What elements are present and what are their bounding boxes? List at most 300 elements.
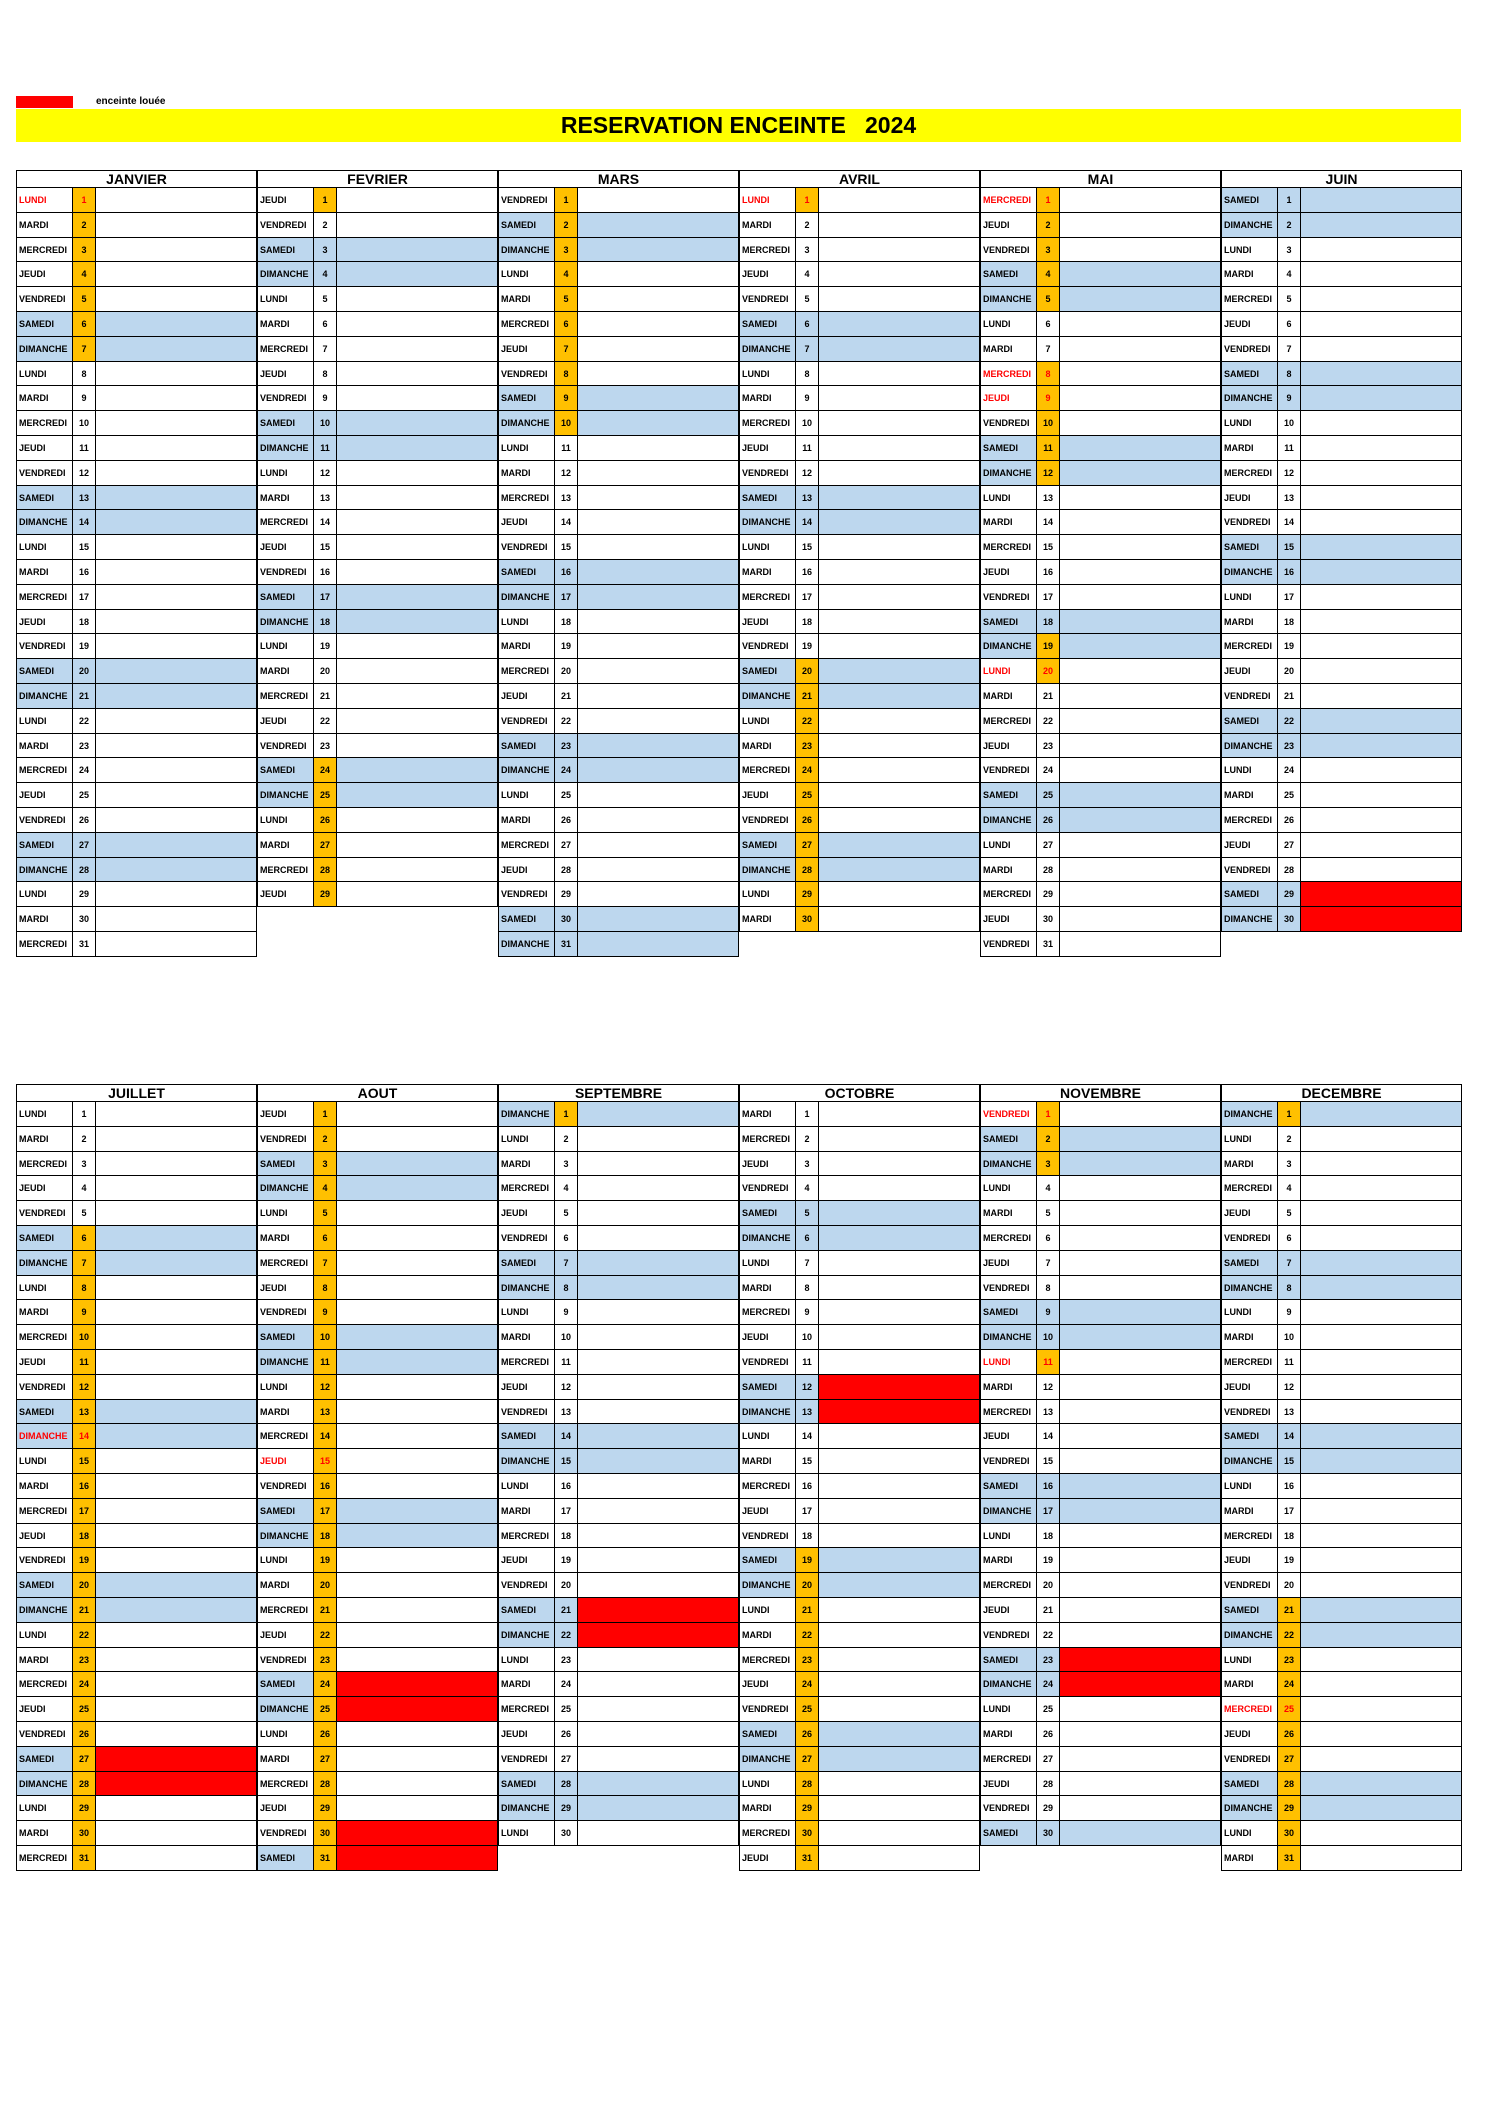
booking-cell[interactable]: [819, 734, 980, 759]
booking-cell[interactable]: [1301, 1152, 1462, 1177]
day-row[interactable]: [498, 684, 739, 709]
day-row[interactable]: [739, 312, 980, 337]
booking-cell[interactable]: [1301, 287, 1462, 312]
booking-cell[interactable]: [1301, 1226, 1462, 1251]
day-row[interactable]: [1221, 362, 1462, 387]
booking-cell[interactable]: [1060, 411, 1221, 436]
day-row[interactable]: [739, 1226, 980, 1251]
day-row[interactable]: [16, 486, 257, 511]
day-row[interactable]: [739, 560, 980, 585]
booking-cell[interactable]: [96, 585, 257, 610]
day-row[interactable]: [739, 1449, 980, 1474]
booking-cell[interactable]: [578, 1226, 739, 1251]
day-row[interactable]: [980, 1524, 1221, 1549]
day-row[interactable]: [980, 734, 1221, 759]
day-row[interactable]: [498, 634, 739, 659]
booking-cell[interactable]: [578, 1375, 739, 1400]
booking-cell[interactable]: [578, 783, 739, 808]
day-row[interactable]: [498, 461, 739, 486]
booking-cell[interactable]: [578, 238, 739, 263]
booking-cell[interactable]: [1301, 1648, 1462, 1673]
day-row[interactable]: [739, 510, 980, 535]
day-row[interactable]: [257, 262, 498, 287]
day-row[interactable]: [739, 1201, 980, 1226]
day-row[interactable]: [739, 585, 980, 610]
day-row[interactable]: [498, 1251, 739, 1276]
day-row[interactable]: [16, 1623, 257, 1648]
day-row[interactable]: [1221, 1152, 1462, 1177]
booking-cell[interactable]: [578, 1697, 739, 1722]
day-row[interactable]: [1221, 436, 1462, 461]
day-row[interactable]: [257, 1176, 498, 1201]
day-row[interactable]: [257, 1648, 498, 1673]
booking-cell[interactable]: [96, 1524, 257, 1549]
booking-cell[interactable]: [1301, 634, 1462, 659]
booking-cell[interactable]: [578, 510, 739, 535]
day-row[interactable]: [739, 882, 980, 907]
day-row[interactable]: [257, 362, 498, 387]
booking-cell[interactable]: [1301, 560, 1462, 585]
booking-cell[interactable]: [819, 634, 980, 659]
day-row[interactable]: [1221, 312, 1462, 337]
day-row[interactable]: [498, 1796, 739, 1821]
day-row[interactable]: [257, 1449, 498, 1474]
booking-cell[interactable]: [337, 1276, 498, 1301]
booking-cell[interactable]: [337, 585, 498, 610]
booking-cell[interactable]: [337, 560, 498, 585]
day-row[interactable]: [980, 238, 1221, 263]
day-row[interactable]: [498, 1325, 739, 1350]
booking-cell[interactable]: [337, 188, 498, 213]
day-row[interactable]: [980, 1152, 1221, 1177]
booked-cell[interactable]: [337, 1846, 498, 1871]
booking-cell[interactable]: [1301, 1251, 1462, 1276]
booking-cell[interactable]: [337, 262, 498, 287]
booking-cell[interactable]: [96, 411, 257, 436]
day-row[interactable]: [980, 1623, 1221, 1648]
booking-cell[interactable]: [1301, 337, 1462, 362]
day-row[interactable]: [16, 510, 257, 535]
booking-cell[interactable]: [96, 932, 257, 957]
day-row[interactable]: [16, 287, 257, 312]
day-row[interactable]: [16, 1176, 257, 1201]
booking-cell[interactable]: [578, 1176, 739, 1201]
booking-cell[interactable]: [578, 882, 739, 907]
booking-cell[interactable]: [578, 287, 739, 312]
day-row[interactable]: [1221, 1251, 1462, 1276]
day-row[interactable]: [1221, 659, 1462, 684]
day-row[interactable]: [498, 1152, 739, 1177]
day-row[interactable]: [1221, 1350, 1462, 1375]
booking-cell[interactable]: [578, 907, 739, 932]
day-row[interactable]: [739, 1375, 980, 1400]
day-row[interactable]: [739, 1499, 980, 1524]
booking-cell[interactable]: [1060, 858, 1221, 883]
day-row[interactable]: [16, 1449, 257, 1474]
booking-cell[interactable]: [578, 1449, 739, 1474]
booked-cell[interactable]: [337, 1672, 498, 1697]
booking-cell[interactable]: [1301, 1697, 1462, 1722]
booking-cell[interactable]: [1060, 213, 1221, 238]
booking-cell[interactable]: [578, 411, 739, 436]
day-row[interactable]: [257, 337, 498, 362]
booking-cell[interactable]: [819, 1300, 980, 1325]
day-row[interactable]: [739, 1672, 980, 1697]
booking-cell[interactable]: [819, 461, 980, 486]
booking-cell[interactable]: [819, 858, 980, 883]
day-row[interactable]: [980, 362, 1221, 387]
booking-cell[interactable]: [819, 1127, 980, 1152]
day-row[interactable]: [980, 1449, 1221, 1474]
booking-cell[interactable]: [819, 1548, 980, 1573]
booking-cell[interactable]: [337, 1772, 498, 1797]
day-row[interactable]: [980, 684, 1221, 709]
booking-cell[interactable]: [1060, 1350, 1221, 1375]
booking-cell[interactable]: [96, 1796, 257, 1821]
day-row[interactable]: [16, 1102, 257, 1127]
day-row[interactable]: [16, 709, 257, 734]
day-row[interactable]: [257, 634, 498, 659]
day-row[interactable]: [16, 1573, 257, 1598]
day-row[interactable]: [739, 1598, 980, 1623]
booked-cell[interactable]: [578, 1598, 739, 1623]
day-row[interactable]: [980, 907, 1221, 932]
day-row[interactable]: [257, 758, 498, 783]
day-row[interactable]: [1221, 560, 1462, 585]
booking-cell[interactable]: [337, 833, 498, 858]
booking-cell[interactable]: [1301, 1772, 1462, 1797]
booking-cell[interactable]: [96, 213, 257, 238]
day-row[interactable]: [980, 486, 1221, 511]
booking-cell[interactable]: [1301, 1201, 1462, 1226]
day-row[interactable]: [739, 1350, 980, 1375]
booking-cell[interactable]: [819, 1722, 980, 1747]
day-row[interactable]: [1221, 1796, 1462, 1821]
booking-cell[interactable]: [96, 858, 257, 883]
day-row[interactable]: [739, 262, 980, 287]
booking-cell[interactable]: [337, 734, 498, 759]
day-row[interactable]: [498, 833, 739, 858]
booking-cell[interactable]: [1060, 312, 1221, 337]
day-row[interactable]: [498, 262, 739, 287]
booking-cell[interactable]: [578, 1573, 739, 1598]
day-row[interactable]: [257, 783, 498, 808]
booking-cell[interactable]: [1060, 634, 1221, 659]
booking-cell[interactable]: [1060, 808, 1221, 833]
day-row[interactable]: [498, 1375, 739, 1400]
day-row[interactable]: [498, 882, 739, 907]
booking-cell[interactable]: [96, 808, 257, 833]
day-row[interactable]: [257, 808, 498, 833]
booking-cell[interactable]: [819, 1821, 980, 1846]
day-row[interactable]: [498, 411, 739, 436]
day-row[interactable]: [1221, 758, 1462, 783]
day-row[interactable]: [257, 510, 498, 535]
day-row[interactable]: [257, 1350, 498, 1375]
booking-cell[interactable]: [819, 510, 980, 535]
booking-cell[interactable]: [578, 1548, 739, 1573]
booked-cell[interactable]: [819, 1375, 980, 1400]
booking-cell[interactable]: [819, 783, 980, 808]
booking-cell[interactable]: [819, 535, 980, 560]
booking-cell[interactable]: [1301, 1598, 1462, 1623]
day-row[interactable]: [739, 634, 980, 659]
booking-cell[interactable]: [1301, 362, 1462, 387]
booking-cell[interactable]: [1301, 1400, 1462, 1425]
booking-cell[interactable]: [1301, 1722, 1462, 1747]
day-row[interactable]: [739, 1697, 980, 1722]
booking-cell[interactable]: [337, 287, 498, 312]
day-row[interactable]: [257, 386, 498, 411]
booking-cell[interactable]: [1301, 535, 1462, 560]
day-row[interactable]: [1221, 486, 1462, 511]
booking-cell[interactable]: [819, 1524, 980, 1549]
booking-cell[interactable]: [337, 783, 498, 808]
booking-cell[interactable]: [337, 1226, 498, 1251]
booking-cell[interactable]: [819, 808, 980, 833]
day-row[interactable]: [980, 1747, 1221, 1772]
booking-cell[interactable]: [1301, 709, 1462, 734]
booking-cell[interactable]: [819, 1276, 980, 1301]
day-row[interactable]: [739, 684, 980, 709]
booking-cell[interactable]: [96, 1821, 257, 1846]
day-row[interactable]: [257, 1598, 498, 1623]
booked-cell[interactable]: [96, 1772, 257, 1797]
day-row[interactable]: [16, 436, 257, 461]
day-row[interactable]: [257, 1548, 498, 1573]
booking-cell[interactable]: [1301, 238, 1462, 263]
booked-cell[interactable]: [1301, 882, 1462, 907]
booking-cell[interactable]: [96, 734, 257, 759]
day-row[interactable]: [1221, 1400, 1462, 1425]
day-row[interactable]: [16, 1846, 257, 1871]
booked-cell[interactable]: [578, 1623, 739, 1648]
day-row[interactable]: [257, 1623, 498, 1648]
booking-cell[interactable]: [1060, 287, 1221, 312]
booking-cell[interactable]: [819, 659, 980, 684]
booking-cell[interactable]: [1060, 1548, 1221, 1573]
booking-cell[interactable]: [819, 1598, 980, 1623]
day-row[interactable]: [257, 287, 498, 312]
day-row[interactable]: [980, 461, 1221, 486]
day-row[interactable]: [739, 386, 980, 411]
booking-cell[interactable]: [337, 1127, 498, 1152]
day-row[interactable]: [739, 337, 980, 362]
day-row[interactable]: [739, 907, 980, 932]
booking-cell[interactable]: [1060, 1102, 1221, 1127]
booking-cell[interactable]: [1301, 461, 1462, 486]
day-row[interactable]: [1221, 461, 1462, 486]
booking-cell[interactable]: [578, 1424, 739, 1449]
booking-cell[interactable]: [1301, 1350, 1462, 1375]
day-row[interactable]: [739, 1325, 980, 1350]
day-row[interactable]: [739, 783, 980, 808]
day-row[interactable]: [257, 1424, 498, 1449]
day-row[interactable]: [980, 1648, 1221, 1673]
day-row[interactable]: [739, 535, 980, 560]
day-row[interactable]: [980, 337, 1221, 362]
day-row[interactable]: [16, 238, 257, 263]
day-row[interactable]: [16, 858, 257, 883]
booking-cell[interactable]: [1301, 833, 1462, 858]
booking-cell[interactable]: [819, 758, 980, 783]
booking-cell[interactable]: [1060, 1201, 1221, 1226]
booking-cell[interactable]: [819, 1796, 980, 1821]
booked-cell[interactable]: [1301, 907, 1462, 932]
day-row[interactable]: [739, 1573, 980, 1598]
booking-cell[interactable]: [1301, 1524, 1462, 1549]
day-row[interactable]: [1221, 213, 1462, 238]
day-row[interactable]: [16, 1499, 257, 1524]
booking-cell[interactable]: [578, 1300, 739, 1325]
booking-cell[interactable]: [1060, 1524, 1221, 1549]
day-row[interactable]: [739, 362, 980, 387]
booking-cell[interactable]: [1301, 436, 1462, 461]
booking-cell[interactable]: [578, 1648, 739, 1673]
booking-cell[interactable]: [1060, 1796, 1221, 1821]
booking-cell[interactable]: [819, 1623, 980, 1648]
booking-cell[interactable]: [819, 1325, 980, 1350]
day-row[interactable]: [257, 610, 498, 635]
day-row[interactable]: [980, 1251, 1221, 1276]
booking-cell[interactable]: [1301, 1127, 1462, 1152]
day-row[interactable]: [980, 1176, 1221, 1201]
day-row[interactable]: [1221, 684, 1462, 709]
booking-cell[interactable]: [337, 510, 498, 535]
booking-cell[interactable]: [819, 486, 980, 511]
booking-cell[interactable]: [578, 1201, 739, 1226]
day-row[interactable]: [498, 1821, 739, 1846]
day-row[interactable]: [498, 907, 739, 932]
booking-cell[interactable]: [96, 1102, 257, 1127]
day-row[interactable]: [1221, 1524, 1462, 1549]
booking-cell[interactable]: [578, 684, 739, 709]
day-row[interactable]: [1221, 783, 1462, 808]
booking-cell[interactable]: [337, 386, 498, 411]
day-row[interactable]: [739, 1424, 980, 1449]
booking-cell[interactable]: [337, 1623, 498, 1648]
day-row[interactable]: [980, 1573, 1221, 1598]
day-row[interactable]: [16, 907, 257, 932]
day-row[interactable]: [16, 684, 257, 709]
day-row[interactable]: [257, 560, 498, 585]
day-row[interactable]: [980, 262, 1221, 287]
booking-cell[interactable]: [1060, 610, 1221, 635]
booking-cell[interactable]: [337, 858, 498, 883]
day-row[interactable]: [257, 585, 498, 610]
booking-cell[interactable]: [1060, 932, 1221, 957]
booking-cell[interactable]: [1301, 1474, 1462, 1499]
day-row[interactable]: [16, 1251, 257, 1276]
booking-cell[interactable]: [819, 262, 980, 287]
day-row[interactable]: [257, 684, 498, 709]
booking-cell[interactable]: [578, 585, 739, 610]
booking-cell[interactable]: [819, 1648, 980, 1673]
booking-cell[interactable]: [1060, 1176, 1221, 1201]
booking-cell[interactable]: [578, 1102, 739, 1127]
booking-cell[interactable]: [1060, 1623, 1221, 1648]
day-row[interactable]: [498, 188, 739, 213]
day-row[interactable]: [1221, 1424, 1462, 1449]
day-row[interactable]: [257, 213, 498, 238]
day-row[interactable]: [1221, 287, 1462, 312]
day-row[interactable]: [16, 1524, 257, 1549]
booked-cell[interactable]: [337, 1697, 498, 1722]
day-row[interactable]: [980, 1722, 1221, 1747]
day-row[interactable]: [16, 535, 257, 560]
booking-cell[interactable]: [1060, 238, 1221, 263]
day-row[interactable]: [1221, 1598, 1462, 1623]
day-row[interactable]: [16, 1424, 257, 1449]
booking-cell[interactable]: [819, 436, 980, 461]
day-row[interactable]: [16, 1722, 257, 1747]
day-row[interactable]: [498, 1176, 739, 1201]
booking-cell[interactable]: [1301, 1375, 1462, 1400]
booking-cell[interactable]: [819, 1747, 980, 1772]
day-row[interactable]: [498, 932, 739, 957]
day-row[interactable]: [739, 1796, 980, 1821]
booking-cell[interactable]: [819, 188, 980, 213]
day-row[interactable]: [739, 1474, 980, 1499]
booking-cell[interactable]: [337, 1548, 498, 1573]
day-row[interactable]: [739, 1300, 980, 1325]
day-row[interactable]: [498, 436, 739, 461]
booking-cell[interactable]: [1060, 1772, 1221, 1797]
booking-cell[interactable]: [578, 1722, 739, 1747]
day-row[interactable]: [16, 932, 257, 957]
booking-cell[interactable]: [578, 386, 739, 411]
day-row[interactable]: [498, 585, 739, 610]
day-row[interactable]: [257, 436, 498, 461]
booked-cell[interactable]: [1060, 1648, 1221, 1673]
booking-cell[interactable]: [1301, 1821, 1462, 1846]
day-row[interactable]: [739, 709, 980, 734]
day-row[interactable]: [16, 362, 257, 387]
booking-cell[interactable]: [1301, 1276, 1462, 1301]
booking-cell[interactable]: [1301, 1176, 1462, 1201]
booking-cell[interactable]: [1060, 1325, 1221, 1350]
day-row[interactable]: [498, 1474, 739, 1499]
booking-cell[interactable]: [1060, 188, 1221, 213]
booking-cell[interactable]: [1060, 1424, 1221, 1449]
day-row[interactable]: [980, 1276, 1221, 1301]
booking-cell[interactable]: [96, 1573, 257, 1598]
day-row[interactable]: [498, 1127, 739, 1152]
day-row[interactable]: [739, 1772, 980, 1797]
day-row[interactable]: [739, 1648, 980, 1673]
booking-cell[interactable]: [337, 436, 498, 461]
booking-cell[interactable]: [578, 734, 739, 759]
day-row[interactable]: [980, 1226, 1221, 1251]
booking-cell[interactable]: [96, 436, 257, 461]
booking-cell[interactable]: [578, 461, 739, 486]
day-row[interactable]: [257, 1127, 498, 1152]
day-row[interactable]: [980, 287, 1221, 312]
booking-cell[interactable]: [578, 1152, 739, 1177]
booking-cell[interactable]: [1060, 1499, 1221, 1524]
booking-cell[interactable]: [578, 486, 739, 511]
day-row[interactable]: [16, 1350, 257, 1375]
booking-cell[interactable]: [819, 560, 980, 585]
day-row[interactable]: [257, 833, 498, 858]
booking-cell[interactable]: [1301, 411, 1462, 436]
booking-cell[interactable]: [1060, 1747, 1221, 1772]
day-row[interactable]: [16, 1375, 257, 1400]
day-row[interactable]: [739, 213, 980, 238]
booking-cell[interactable]: [1301, 1573, 1462, 1598]
booking-cell[interactable]: [578, 436, 739, 461]
day-row[interactable]: [739, 1152, 980, 1177]
